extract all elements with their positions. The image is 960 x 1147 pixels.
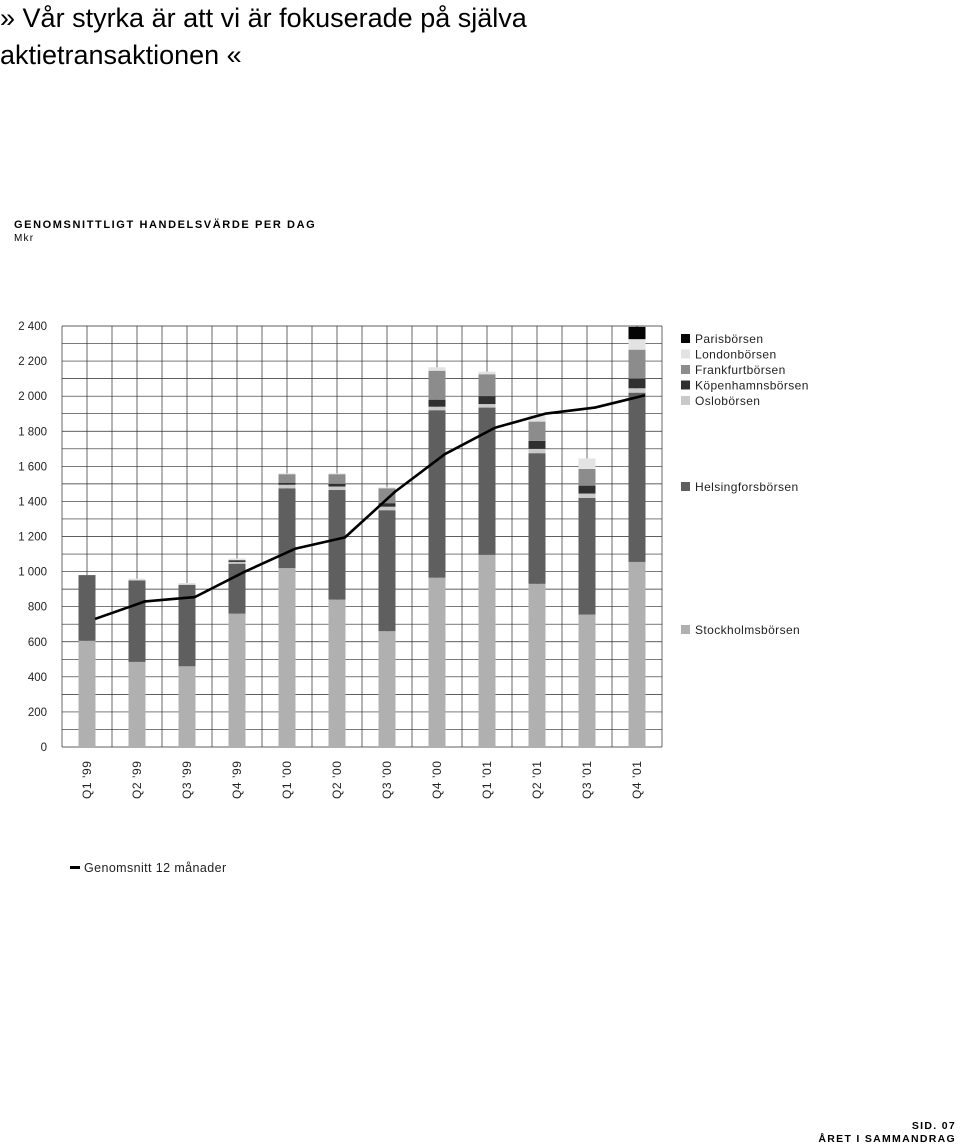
average-line <box>95 395 645 619</box>
bar-segment-osloborsen <box>479 404 496 408</box>
bar-segment-kopenhamnsborsen <box>479 396 496 404</box>
bar-segment-londonborsen <box>229 558 246 560</box>
bar-segment-osloborsen <box>429 407 446 411</box>
legend-swatch-helsingforsborsen <box>681 482 690 491</box>
bar-segment-londonborsen <box>429 367 446 371</box>
bar-segment-kopenhamnsborsen <box>629 379 646 389</box>
legend-label-helsingforsborsen: Helsingforsbörsen <box>695 480 799 494</box>
bar-segment-stockholmsborsen <box>79 641 96 747</box>
bar-segment-londonborsen <box>129 579 146 581</box>
headline-text: Vår styrka är att vi är fokuserade på själva aktietransaktionen <box>0 3 527 70</box>
grid <box>62 326 662 747</box>
bar-segment-kopenhamnsborsen <box>229 560 246 562</box>
x-tick-label: Q1 '99 <box>80 760 94 799</box>
bar-segment-londonborsen <box>329 473 346 474</box>
legend-label-stockholmsborsen: Stockholmsbörsen <box>695 623 801 637</box>
x-tick-label: Q4 '00 <box>430 760 444 799</box>
bar-segment-osloborsen <box>229 562 246 564</box>
x-tick-label: Q4 '99 <box>230 760 244 799</box>
y-tick-label: 400 <box>27 671 47 684</box>
x-tick-label: Q1 '01 <box>480 760 494 799</box>
legend-swatch-stockholmsborsen <box>681 625 690 634</box>
legend-label-average-line: Genomsnitt 12 månader <box>84 861 227 875</box>
y-tick-label: 2 200 <box>18 356 47 369</box>
y-tick-label: 2 000 <box>18 391 47 404</box>
bar-segment-stockholmsborsen <box>329 600 346 747</box>
bar-segment-kopenhamnsborsen <box>329 484 346 487</box>
y-tick-label: 1 400 <box>18 496 47 509</box>
legend-label-londonborsen: Londonbörsen <box>695 347 777 362</box>
bar-segment-frankfurtborsen <box>479 374 496 396</box>
bar-segment-helsingforsborsen <box>629 393 646 562</box>
bar-segment-osloborsen <box>379 507 396 511</box>
y-tick-label: 2 400 <box>18 321 47 333</box>
legend-swatch-osloborsen <box>681 396 690 405</box>
bar-segment-frankfurtborsen <box>329 474 346 484</box>
x-tick-label: Q2 '00 <box>330 760 344 799</box>
bar-segment-frankfurtborsen <box>279 474 296 483</box>
bar-segment-helsingforsborsen <box>379 510 396 631</box>
legend-label-parisborsen: Parisbörsen <box>695 332 764 346</box>
bar-segment-londonborsen <box>179 583 196 585</box>
bar-segment-kopenhamnsborsen <box>279 483 296 485</box>
y-tick-label: 1 800 <box>18 426 47 439</box>
bar-segment-frankfurtborsen <box>429 371 446 400</box>
bar-segment-helsingforsborsen <box>579 498 596 615</box>
bar-segment-londonborsen <box>629 339 646 350</box>
chart-unit: Mkr <box>14 233 35 244</box>
x-tick-label: Q3 '00 <box>380 760 394 799</box>
y-tick-label: 800 <box>27 601 47 614</box>
bar-segment-helsingforsborsen <box>129 580 146 662</box>
legend-swatch-londonborsen <box>681 350 690 359</box>
bar-segment-osloborsen <box>329 487 346 491</box>
bar-segment-kopenhamnsborsen <box>579 486 596 494</box>
x-tick-label: Q3 '01 <box>580 760 594 799</box>
bar-segment-stockholmsborsen <box>629 562 646 747</box>
bar-segment-stockholmsborsen <box>179 666 196 747</box>
bar-segment-stockholmsborsen <box>379 631 396 747</box>
bar-segment-osloborsen <box>629 388 646 392</box>
bar-segment-stockholmsborsen <box>229 614 246 747</box>
bar-segment-helsingforsborsen <box>79 575 96 641</box>
section-name: ÅRET I SAMMANDRAG <box>818 1133 956 1145</box>
bar-segment-londonborsen <box>279 473 296 474</box>
bar-segment-kopenhamnsborsen <box>429 400 446 407</box>
bar-segment-osloborsen <box>529 449 546 453</box>
y-tick-label: 1 600 <box>18 461 47 474</box>
bar-segment-stockholmsborsen <box>279 568 296 747</box>
legend-swatch-frankfurtborsen <box>681 365 690 374</box>
bar-segment-osloborsen <box>579 494 596 498</box>
legend-swatch-average-line <box>70 866 80 869</box>
page-footer <box>818 1120 956 1146</box>
y-tick-label: 200 <box>27 706 47 719</box>
open-quote-mark: » <box>0 3 16 33</box>
bar-segment-helsingforsborsen <box>429 410 446 578</box>
bar-segment-stockholmsborsen <box>479 555 496 747</box>
bar-segment-helsingforsborsen <box>529 453 546 584</box>
bar-segment-stockholmsborsen <box>129 662 146 747</box>
y-tick-label: 1 200 <box>18 531 47 544</box>
bar-segment-stockholmsborsen <box>529 584 546 747</box>
legend-swatch-kopenhamnsborsen <box>681 381 690 390</box>
bar-segment-frankfurtborsen <box>629 350 646 379</box>
legend-label-frankfurtborsen: Frankfurtbörsen <box>695 363 786 377</box>
y-tick-label: 1 000 <box>18 566 47 579</box>
x-tick-label: Q2 '99 <box>130 760 144 799</box>
bar-segment-stockholmsborsen <box>429 578 446 747</box>
page-number: SID. 07 <box>911 1120 956 1132</box>
bar-segment-helsingforsborsen <box>329 490 346 600</box>
bar-segment-kopenhamnsborsen <box>529 441 546 449</box>
x-tick-label: Q1 '00 <box>280 760 294 799</box>
bar-segment-osloborsen <box>279 485 296 489</box>
close-quote-mark: « <box>226 40 242 70</box>
y-tick-label: 0 <box>40 742 47 754</box>
bar-segment-londonborsen <box>579 458 596 469</box>
chart-title: GENOMSNITTLIGT HANDELSVÄRDE PER DAG <box>14 219 317 231</box>
legend-label-kopenhamnsborsen: Köpenhamnsbörsen <box>695 378 809 393</box>
x-tick-label: Q3 '99 <box>180 760 194 799</box>
bar-segment-frankfurtborsen <box>379 488 396 503</box>
bar-segment-frankfurtborsen <box>529 422 546 441</box>
legend-label-osloborsen: Oslobörsen <box>695 394 761 408</box>
bar-segment-londonborsen <box>479 372 496 375</box>
legend-swatch-parisborsen <box>681 334 690 343</box>
x-tick-label: Q4 '01 <box>630 760 644 799</box>
y-tick-label: 600 <box>27 636 47 649</box>
x-tick-label: Q2 '01 <box>530 760 544 799</box>
bar-segment-parisborsen <box>629 327 646 339</box>
bar-segment-stockholmsborsen <box>579 615 596 747</box>
bar-segment-londonborsen <box>379 487 396 488</box>
bar-segment-frankfurtborsen <box>579 469 596 486</box>
